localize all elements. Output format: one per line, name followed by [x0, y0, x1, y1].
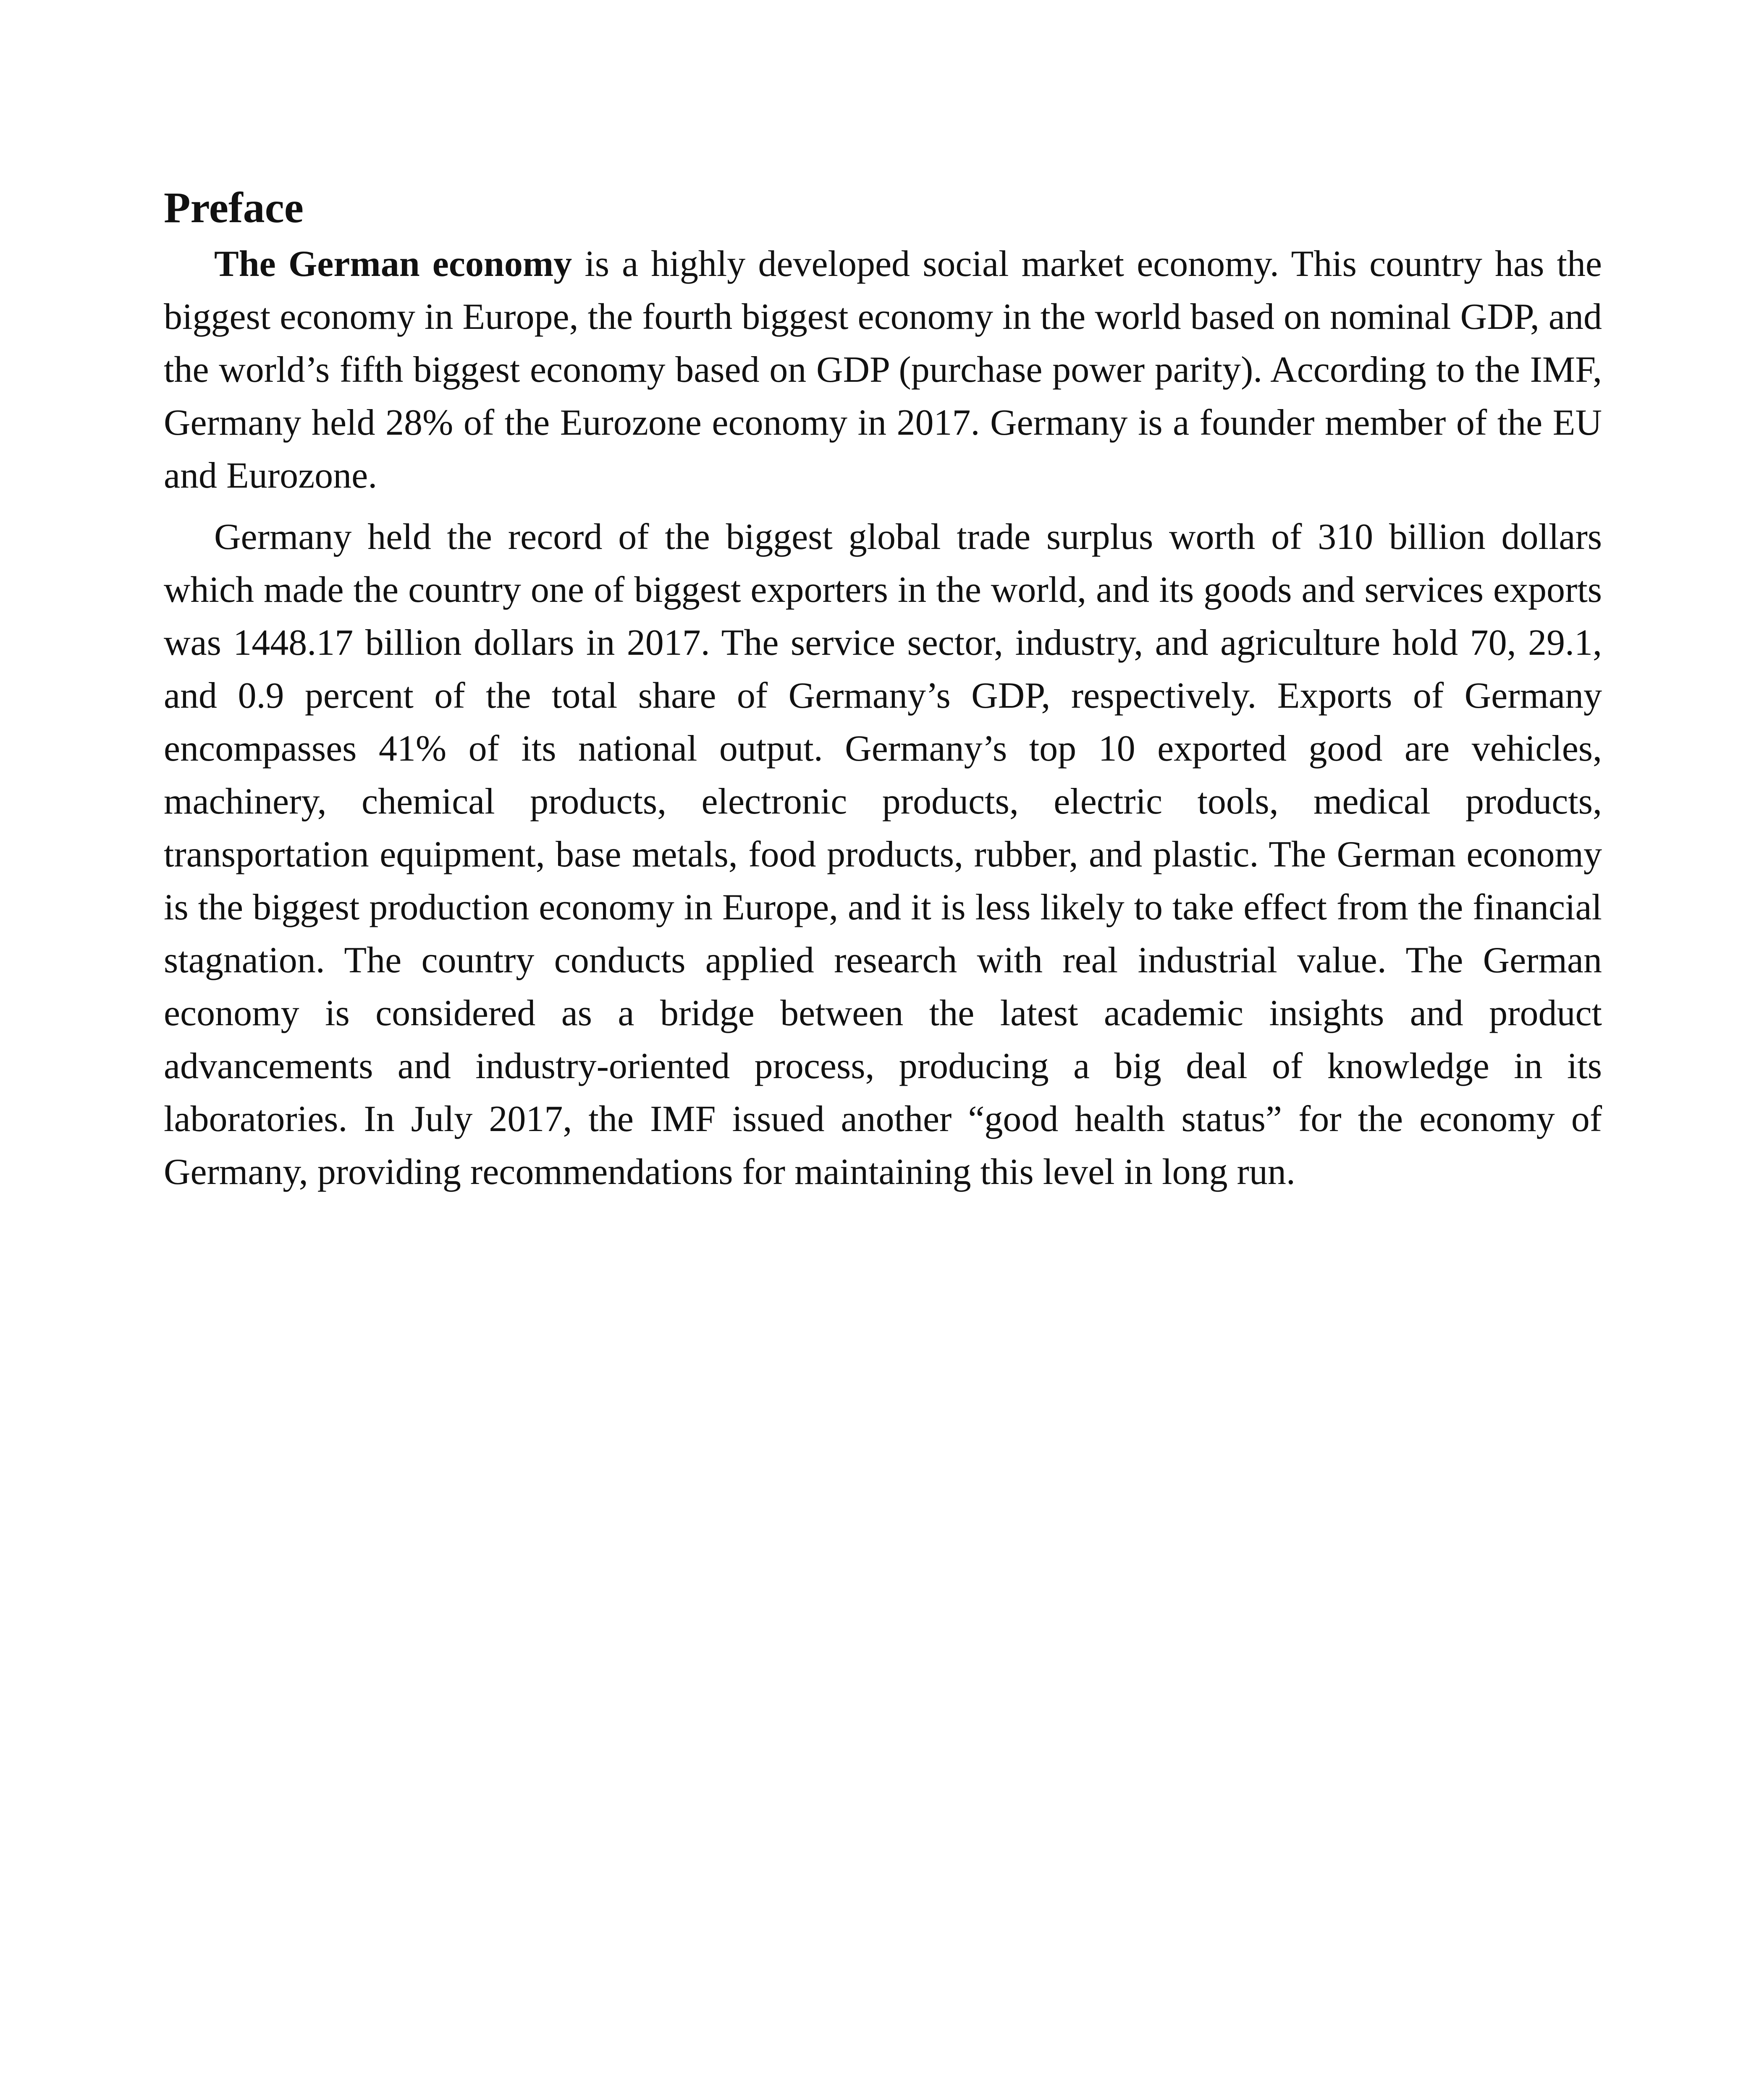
section-heading: Preface	[164, 184, 304, 232]
document-content	[164, 181, 1602, 1199]
paragraph-2-text: Germany held the record of the biggest global trade surplus worth of 310 billion dollars which made the country one of biggest exporters in the world, and its goods and services exports was 1448.17 billion dollars in 2017. The service sector, industry, and agriculture hold 70, 29.1, and 0.9 percent of the total share of Germany’s GDP, respectively. Exports of Germany encompasses 41% of its national output. Germany’s top 10 exported good are vehicles, machinery, chemical products, electronic products, electric tools, medical products, transportation equipment, base metals, food products, rubber, and plastic. The German economy is the biggest production economy in Europe, and it is less likely to take effect from the financial stagnation. The country conducts applied research with real industrial value. The German economy is considered as a bridge between the latest academic insights and product advancements and industry-oriented process, producing a big deal of knowledge in its laboratories. In July 2017, the IMF issued another “good health status” for the economy of Germany, providing recommendations for maintaining this level in long run.	[164, 517, 1602, 1192]
paragraph-1	[164, 238, 1602, 502]
lead-term: The German economy	[214, 244, 572, 284]
paragraph-1-text: is a highly developed social market economy. This country has the biggest economy in Europe, the fourth biggest economy in the world based on nominal GDP, and the world’s fifth biggest economy based on GDP (purchase power parity). According to the IMF, Germany held 28% of the Eurozone economy in 2017. Germany is a founder member of the EU and Eurozone.	[164, 244, 1602, 496]
paragraph-2	[164, 511, 1602, 1199]
